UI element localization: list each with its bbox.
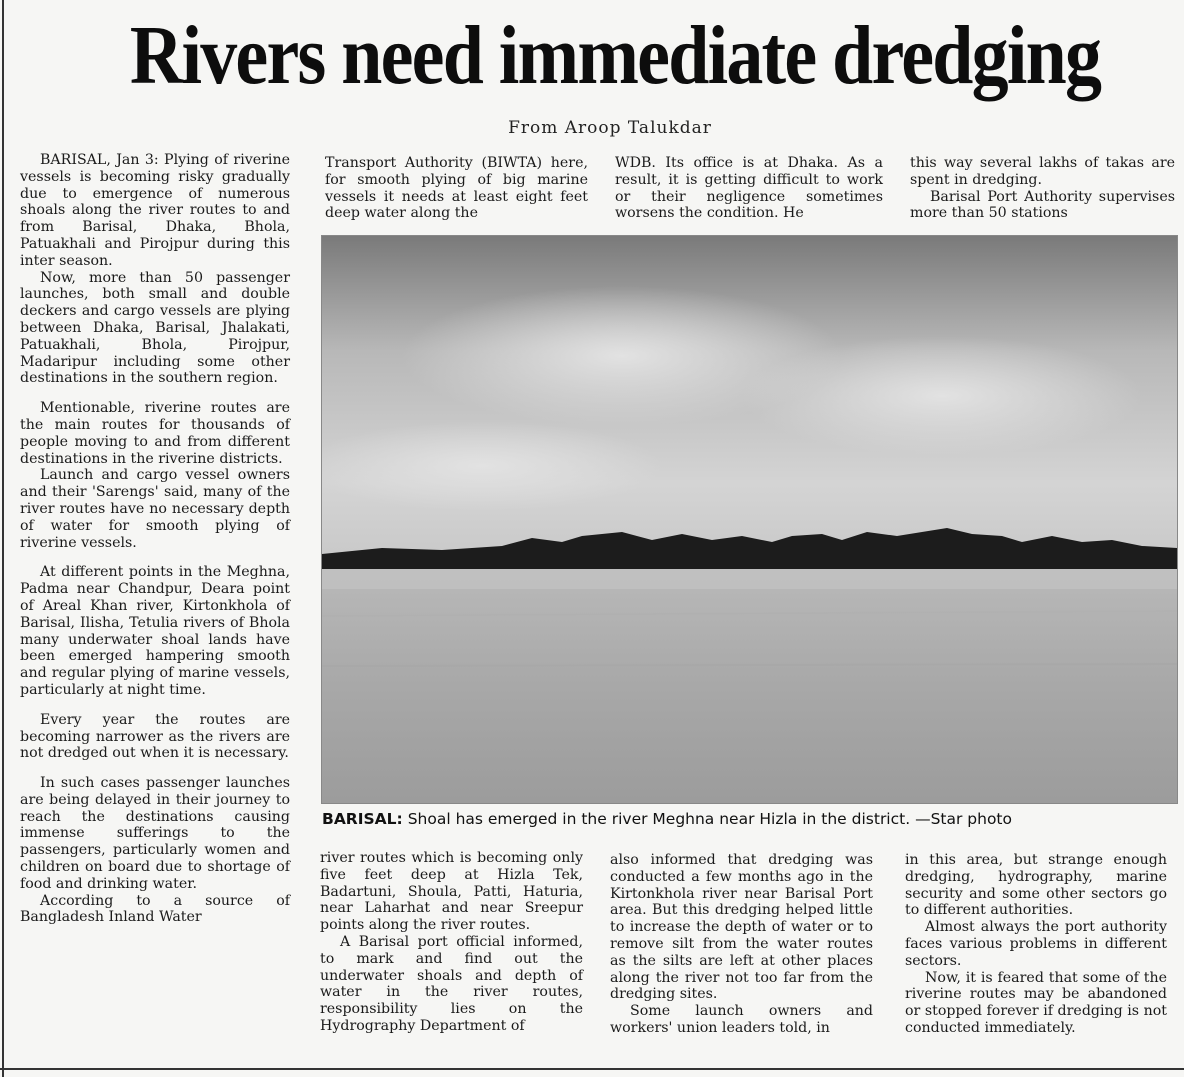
paragraph: Now, it is feared that some of the riverine routes may be abandoned or stopped forever if dredging is not conducted immediately.	[905, 969, 1167, 1036]
paragraph: Almost always the port authority faces various problems in different sectors.	[905, 919, 1167, 969]
paragraph: Barisal Port Authority supervises more than 50 stations	[910, 188, 1175, 222]
paragraph: this way several lakhs of takas are spent in dredging.	[910, 155, 1175, 188]
bottom-border-rule	[0, 1068, 1184, 1070]
paragraph: WDB. Its office is at Dhaka. As a result, it is getting difficult to work or their negligence sometimes worsens the condition. He	[615, 155, 883, 222]
column-2-bottom	[320, 850, 583, 1035]
paragraph: Transport Authority (BIWTA) here, for smooth plying of big marine vessels it needs at least eight feet deep water along the	[325, 155, 588, 222]
river-shoal-image	[322, 236, 1177, 803]
paragraph: river routes which is becoming only five feet deep at Hizla Tek, Badartuni, Shoula, Patti, Haturia, near Laharhat and near Sreepur points along the river routes.	[320, 850, 583, 934]
paragraph: Now, more than 50 passenger launches, both small and double deckers and cargo vessels are plying between Dhaka, Barisal, Jhalakati, Patuakhali, Bhola, Pirojpur, Madaripur including some other destinations in the southern region.	[20, 269, 290, 387]
paragraph: Launch and cargo vessel owners and their 'Sarengs' said, many of the river routes have no necessary depth of water for smooth plying of riverine vessels.	[20, 467, 290, 551]
paragraph: Mentionable, riverine routes are the main routes for thousands of people moving to and from different destinations in the riverine districts.	[20, 400, 290, 467]
paragraph: also informed that dredging was conducted a few months ago in the Kirtonkhola river near Barisal Port area. But this dredging helped little to increase the depth of water or to remove silt from the water routes as the silts are left at other places along the river not too far from the dredging sites.	[610, 852, 873, 1003]
paragraph: According to a source of Bangladesh Inland Water	[20, 892, 290, 926]
photo-caption	[322, 810, 1177, 828]
column-4-bottom	[905, 852, 1167, 1037]
paragraph: in this area, but strange enough dredging, hydrography, marine security and some other sectors go to different authorities.	[905, 852, 1167, 919]
column-4-top	[910, 155, 1175, 222]
paragraph: In such cases passenger launches are being delayed in their journey to reach the destinations causing immense sufferings to the passengers, particularly women and children on board due to shortage of food and drinking water.	[20, 775, 290, 892]
caption-text: Shoal has emerged in the river Meghna near Hizla in the district. —Star photo	[407, 810, 1012, 828]
paragraph: Some launch owners and workers' union leaders told, in	[610, 1003, 873, 1036]
river-photo	[321, 235, 1178, 804]
paragraph: At different points in the Meghna, Padma near Chandpur, Deara point of Areal Khan river, Kirtonkhola of Barisal, Ilisha, Tetulia rivers of Bhola many underwater shoal lands have been emerged hampering smooth and regular plying of marine vessels, particularly at night time.	[20, 564, 290, 698]
headline: Rivers need immediate dredging	[129, 9, 1101, 102]
byline: From Aroop Talukdar	[508, 118, 712, 138]
paragraph: A Barisal port official informed, to mark and find out the underwater shoals and depth of water in the river routes, responsibility lies on the Hydrography Department of	[320, 933, 583, 1034]
paragraph: BARISAL, Jan 3: Plying of riverine vessels is becoming risky gradually due to emergence of numerous shoals along the river routes to and from Barisal, Dhaka, Bhola, Patuakhali and Pirojpur during this inter season.	[20, 152, 290, 269]
left-border-rule	[2, 0, 4, 1077]
column-3-top	[615, 155, 883, 222]
column-3-bottom	[610, 852, 873, 1037]
paragraph: Every year the routes are becoming narrower as the rivers are not dredged out when it is necessary.	[20, 711, 290, 762]
column-2-top	[325, 155, 588, 222]
column-1	[20, 152, 290, 926]
caption-lead: BARISAL:	[322, 810, 403, 828]
